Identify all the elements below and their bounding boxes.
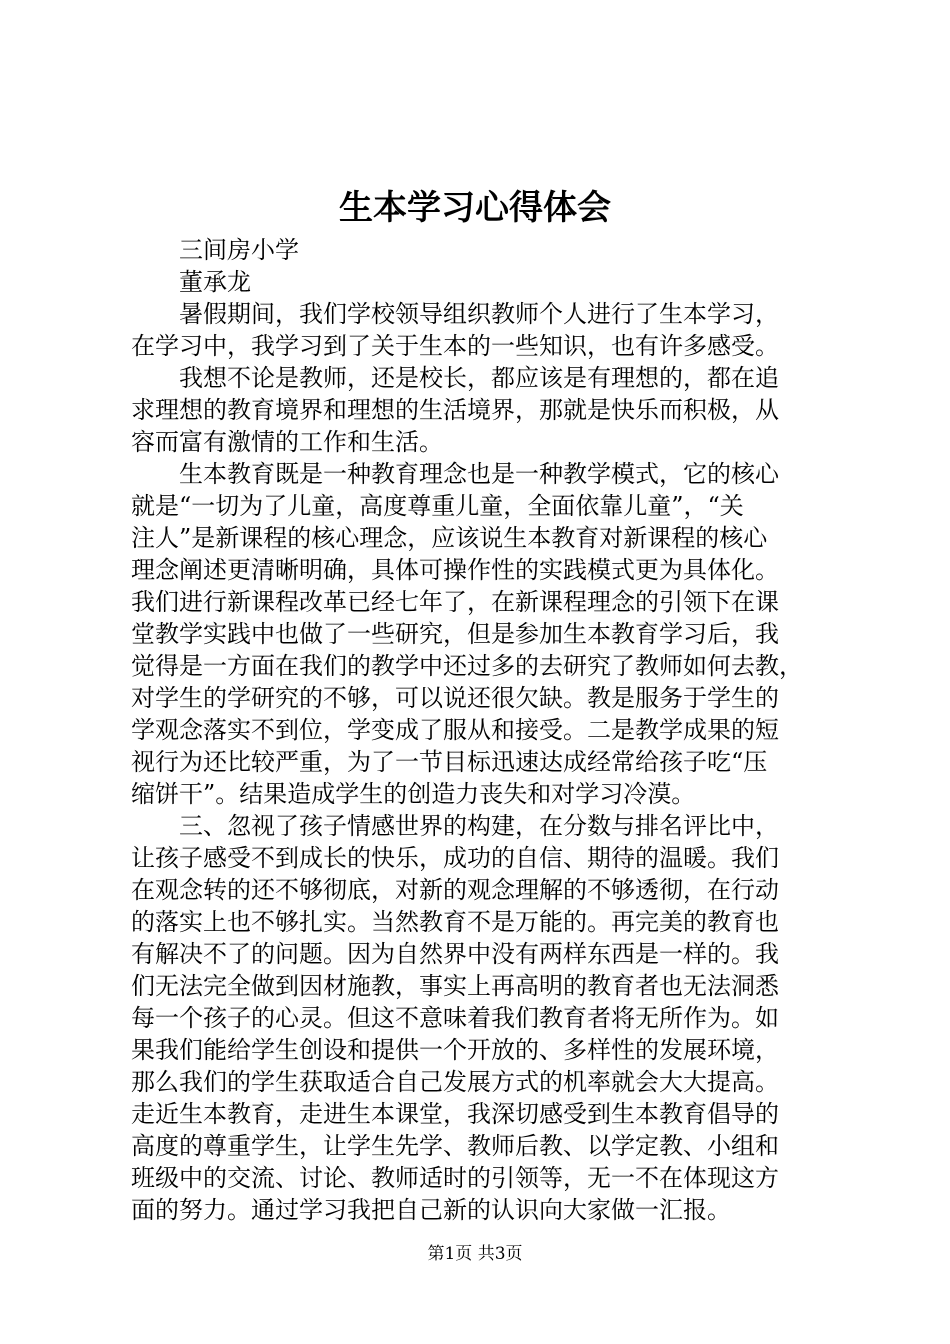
document-body	[131, 234, 829, 1226]
page-number: 第1页 共3页	[427, 1244, 523, 1264]
text-line: 我们进行新课程改革已经七年了，在新课程理念的引领下在课	[131, 588, 779, 616]
text-line: 在学习中，我学习到了关于生本的一些知识，也有许多感受。	[131, 332, 779, 360]
text-line: 面的努力。通过学习我把自己新的认识向大家做一汇报。	[131, 1196, 731, 1224]
body-lines	[131, 298, 829, 1226]
text-line: 容而富有激情的工作和生活。	[131, 428, 443, 456]
text-line: 求理想的教育境界和理想的生活境界，那就是快乐而积极，从	[131, 396, 779, 424]
text-line: 理念阐述更清晰明确，具体可操作性的实践模式更为具体化。	[131, 556, 779, 584]
text-line: 暑假期间，我们学校领导组织教师个人进行了生本学习，	[179, 300, 779, 328]
text-line: 就是“一切为了儿童，高度尊重儿童，全面依靠儿童”，“关	[131, 492, 744, 520]
text-line: 学观念落实不到位，学变成了服从和接受。二是教学成果的短	[131, 716, 779, 744]
text-line: 班级中的交流、讨论、教师适时的引领等，无一不在体现这方	[131, 1164, 779, 1192]
text-line: 每一个孩子的心灵。但这不意味着我们教育者将无所作为。如	[131, 1004, 779, 1032]
text-line: 高度的尊重学生，让学生先学、教师后教、以学定教、小组和	[131, 1132, 779, 1160]
text-line: 生本教育既是一种教育理念也是一种教学模式，它的核心	[179, 460, 779, 488]
text-line: 那么我们的学生获取适合自己发展方式的机率就会大大提高。	[131, 1068, 779, 1096]
text-line: 堂教学实践中也做了一些研究，但是参加生本教育学习后，我	[131, 620, 779, 648]
text-line: 果我们能给学生创设和提供一个开放的、多样性的发展环境，	[131, 1036, 779, 1064]
text-line: 注人”是新课程的核心理念，应该说生本教育对新课程的核心	[131, 524, 768, 552]
document-title: 生本学习心得体会	[339, 188, 611, 228]
text-line: 三、忽视了孩子情感世界的构建，在分数与排名评比中，	[179, 812, 779, 840]
text-line: 我想不论是教师，还是校长，都应该是有理想的，都在追	[179, 364, 779, 392]
school-name: 三间房小学	[179, 236, 299, 264]
text-line: 走近生本教育，走进生本课堂，我深切感受到生本教育倡导的	[131, 1100, 779, 1128]
text-line: 的落实上也不够扎实。当然教育不是万能的。再完美的教育也	[131, 908, 779, 936]
author-name: 董承龙	[179, 268, 251, 296]
text-line: 让孩子感受不到成长的快乐，成功的自信、期待的温暖。我们	[131, 844, 779, 872]
text-line: 在观念转的还不够彻底，对新的观念理解的不够透彻，在行动	[131, 876, 779, 904]
text-line: 们无法完全做到因材施教，事实上再高明的教育者也无法洞悉	[131, 972, 779, 1000]
text-line: 对学生的学研究的不够，可以说还很欠缺。教是服务于学生的	[131, 684, 779, 712]
text-line: 有解决不了的问题。因为自然界中没有两样东西是一样的。我	[131, 940, 779, 968]
text-line: 觉得是一方面在我们的教学中还过多的去研究了教师如何去教，	[131, 652, 803, 680]
text-line: 视行为还比较严重，为了一节目标迅速达成经常给孩子吃“压	[131, 748, 768, 776]
text-line: 缩饼干”。结果造成学生的创造力丧失和对学习冷漠。	[131, 780, 696, 808]
